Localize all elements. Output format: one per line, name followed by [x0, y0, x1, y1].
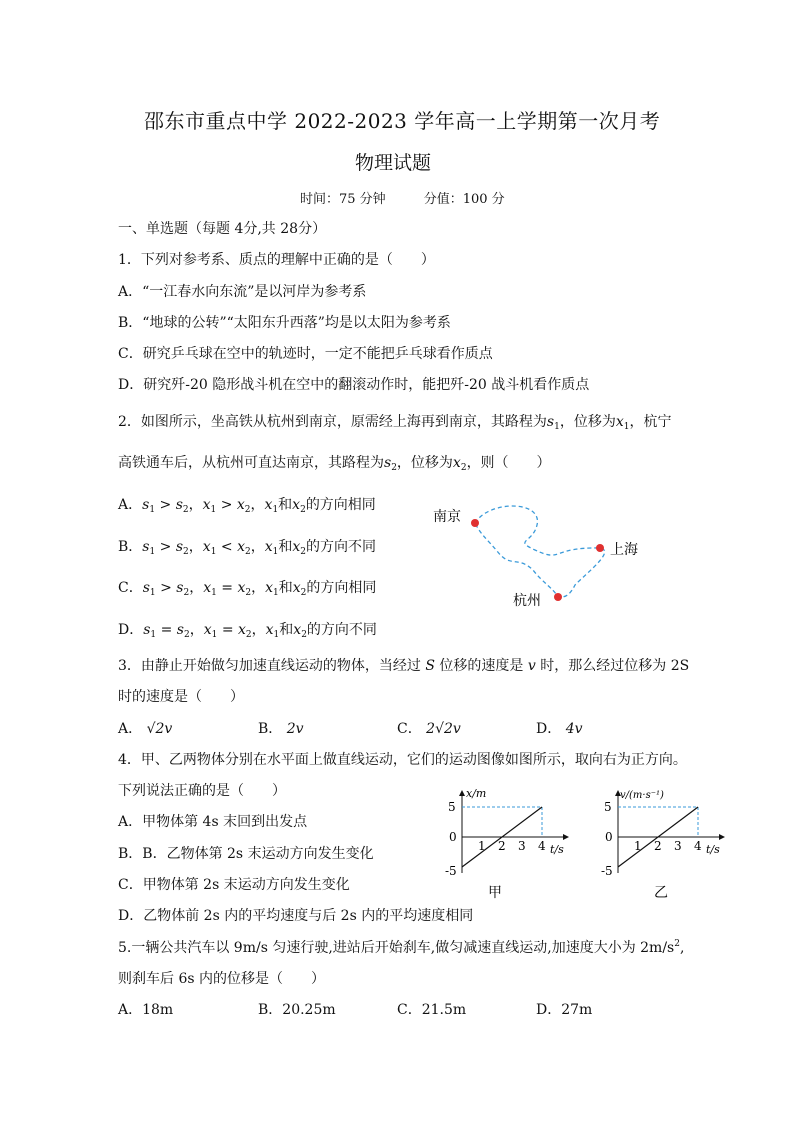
city-dot-nanjing [471, 519, 479, 527]
city-label-shanghai: 上海 [610, 542, 638, 558]
q2-option-b: B．$s_1 > s_2$，$x_1 < x_2$，$x_1$和$x_2$的方向不同 [118, 539, 376, 557]
q5-option-c: C．21.5m [397, 1002, 467, 1018]
q5-stem-line1: 5.一辆公共汽车以 9m/s 匀速行驶,进站后开始刹车,做匀减速直线运动,加速度大小为 $2m/s^2$, [118, 939, 685, 956]
q4-option-a: A．甲物体第 4s 末回到出发点 [118, 814, 308, 830]
q2-route-map [425, 495, 665, 615]
yi-xtick-1: 1 [634, 839, 642, 853]
yi-xtick-4: 4 [694, 839, 702, 853]
route-path [475, 506, 605, 597]
q1-option-d: D．研究歼-20 隐形战斗机在空中的翻滚动作时，能把歼-20 战斗机看作质点 [118, 377, 590, 393]
exam-time: 时间：75 分钟 [300, 192, 386, 207]
city-dot-shanghai [596, 544, 604, 552]
yi-xlabel: t/s [706, 843, 720, 856]
jia-ylabel: x/m [466, 787, 487, 800]
jia-ytick-5: 5 [448, 800, 456, 814]
jia-ytick-0: 0 [449, 830, 457, 844]
q3-option-b: B． 2v [258, 721, 304, 737]
q2-option-d: D．$s_1 = s_2$，$x_1 = x_2$，$x_1$和$x_2$的方向不同 [118, 622, 377, 640]
q5-stem-line2: 则刹车后 6s 内的位移是（ ） [118, 971, 325, 987]
exam-title: 邵东市重点中学 2022-2023 学年高一上学期第一次月考 [144, 109, 661, 133]
exam-subtitle: 物理试题 [355, 152, 432, 174]
jia-xtick-4: 4 [538, 839, 546, 853]
yi-ytick-0: 0 [605, 830, 613, 844]
q2-option-a: A．$s_1 > s_2$，$x_1 > x_2$，$x_1$和$x_2$的方向相同 [118, 497, 376, 515]
q1-option-a: A．“一江春水向东流”是以河岸为参考系 [118, 284, 367, 300]
q4-stem-line1: 4．甲、乙两物体分别在水平面上做直线运动，它们的运动图像如图所示，取向右为正方向。 [118, 752, 687, 768]
yi-xtick-2: 2 [654, 839, 662, 853]
city-dot-hangzhou [554, 593, 562, 601]
q3-option-a: A． √2v [118, 721, 173, 737]
jia-caption: 甲 [488, 885, 502, 901]
jia-xtick-3: 3 [518, 839, 526, 853]
jia-xlabel: t/s [550, 843, 564, 856]
q3-option-c: C． 2√2v [397, 721, 461, 737]
q2-stem-line1: 2．如图所示，坐高铁从杭州到南京，原需经上海再到南京，其路程为$s_1$，位移为$x_1$，杭宁 [118, 414, 672, 432]
exam-score: 分值：100 分 [423, 192, 505, 207]
city-label-hangzhou: 杭州 [513, 593, 541, 609]
yi-ytick-neg5: -5 [601, 864, 613, 878]
jia-xtick-2: 2 [498, 839, 506, 853]
q5-option-a: A．18m [118, 1002, 174, 1018]
q4-option-c: C．甲物体第 2s 末运动方向发生变化 [118, 877, 350, 893]
q4-option-b: B．B．乙物体第 2s 末运动方向发生变化 [118, 846, 374, 862]
q4-graph-jia [440, 785, 580, 905]
yi-ylabel: v/(m·s⁻¹) [620, 790, 664, 801]
q1-option-c: C．研究乒乓球在空中的轨迹时，一定不能把乒乓球看作质点 [118, 346, 493, 362]
yi-ytick-5: 5 [604, 800, 612, 814]
q4-stem-line2: 下列说法正确的是（ ） [118, 783, 286, 799]
section-heading: 一、单选题（每题 4分,共 28分） [118, 221, 327, 237]
yi-caption: 乙 [654, 885, 668, 901]
q3-stem-line2: 时的速度是（ ） [118, 689, 244, 705]
q2-option-c: C．$s_1 > s_2$，$x_1 = x_2$，$x_1$和$x_2$的方向相同 [118, 580, 377, 598]
q3-stem-line1: 3．由静止开始做匀加速直线运动的物体，当经过 S 位移的速度是 v 时，那么经过位移为 2S [118, 658, 690, 674]
city-label-nanjing: 南京 [433, 509, 461, 525]
q3-option-d: D． 4v [536, 721, 583, 737]
q4-graph-yi [596, 785, 736, 905]
yi-xtick-3: 3 [674, 839, 682, 853]
q4-option-d: D．乙物体前 2s 内的平均速度与后 2s 内的平均速度相同 [118, 908, 474, 924]
q1-option-b: B．“地球的公转”“太阳东升西落”均是以太阳为参考系 [118, 315, 451, 331]
q5-option-d: D．27m [536, 1002, 593, 1018]
jia-ytick-neg5: -5 [445, 864, 457, 878]
q1-stem: 1．下列对参考系、质点的理解中正确的是（ ） [118, 252, 435, 268]
exam-meta [300, 188, 505, 207]
jia-xtick-1: 1 [478, 839, 486, 853]
q2-stem-line2: 高铁通车后，从杭州可直达南京，其路程为$s_2$，位移为$x_2$，则（ ） [118, 455, 551, 473]
q5-option-b: B．20.25m [258, 1002, 336, 1018]
